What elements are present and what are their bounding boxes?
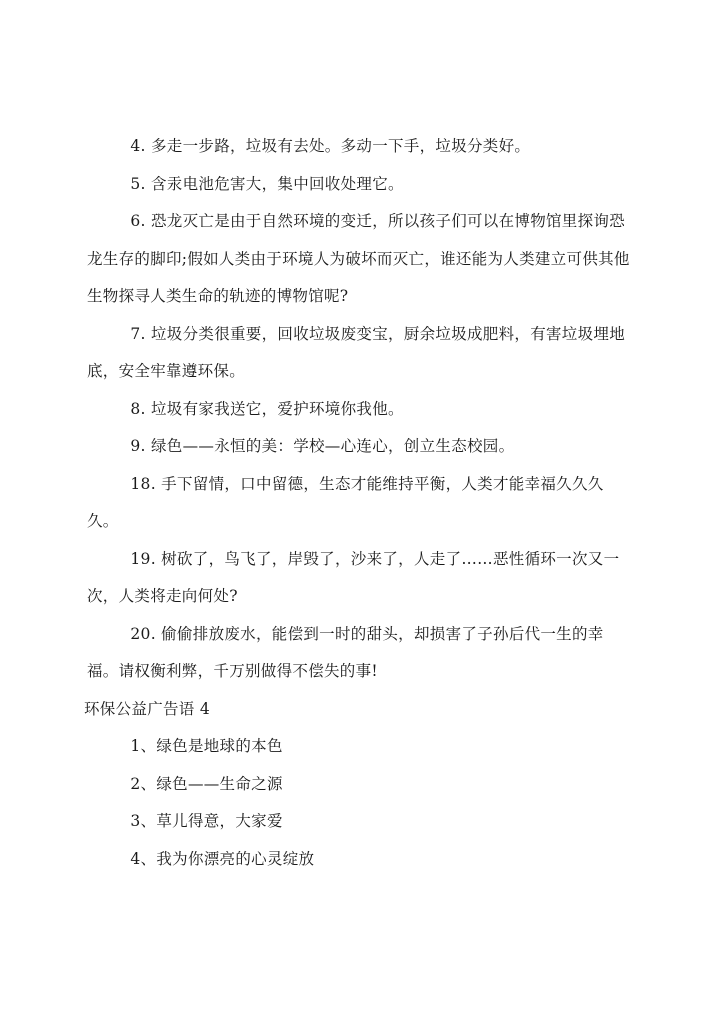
slogan-paragraph-6: 6. 恐龙灭亡是由于自然环境的变迁，所以孩子们可以在博物馆里探询恐龙生存的脚印;假如人类由于环境人为破坏而灭亡，谁还能为人类建立可供其他生物探寻人类生命的轨迹的博物馆呢?: [87, 212, 630, 305]
slogan-paragraph-18: 18. 手下留情，口中留德，生态才能维持平衡，人类才能幸福久久久久。: [87, 474, 604, 530]
slogan-paragraph-7: 7. 垃圾分类很重要，回收垃圾废变宝，厨余垃圾成肥料，有害垃圾埋地底，安全牢靠遵环保。: [87, 324, 626, 380]
slogan-paragraph-9: 9. 绿色——永恒的美：学校—心连心，创立生态校园。: [130, 437, 515, 455]
slogan-item-3: 3、草儿得意，大家爱: [130, 812, 283, 830]
slogan-paragraph-4: 4. 多走一步路，垃圾有去处。多动一下手，垃圾分类好。: [130, 137, 531, 155]
slogan-item-1: 1、绿色是地球的本色: [130, 737, 283, 755]
slogan-paragraph-19: 19. 树砍了，鸟飞了，岸毁了，沙来了，人走了……恶性循环一次又一次，人类将走向何处?: [87, 549, 620, 605]
slogan-paragraph-8: 8. 垃圾有家我送它，爱护环境你我他。: [130, 399, 404, 418]
slogan-paragraph-20: 20. 偷偷排放废水，能偿到一时的甜头，却损害了子孙后代一生的幸福。请权衡利弊，千万别做得不偿失的事!: [87, 624, 604, 680]
document-body: [84, 128, 635, 878]
slogan-item-2: 2、绿色——生命之源: [130, 774, 283, 793]
section-heading: 环保公益广告语 4: [84, 699, 210, 718]
slogan-paragraph-5: 5. 含汞电池危害大，集中回收处理它。: [130, 174, 404, 193]
slogan-item-4: 4、我为你漂亮的心灵绽放: [130, 849, 315, 868]
